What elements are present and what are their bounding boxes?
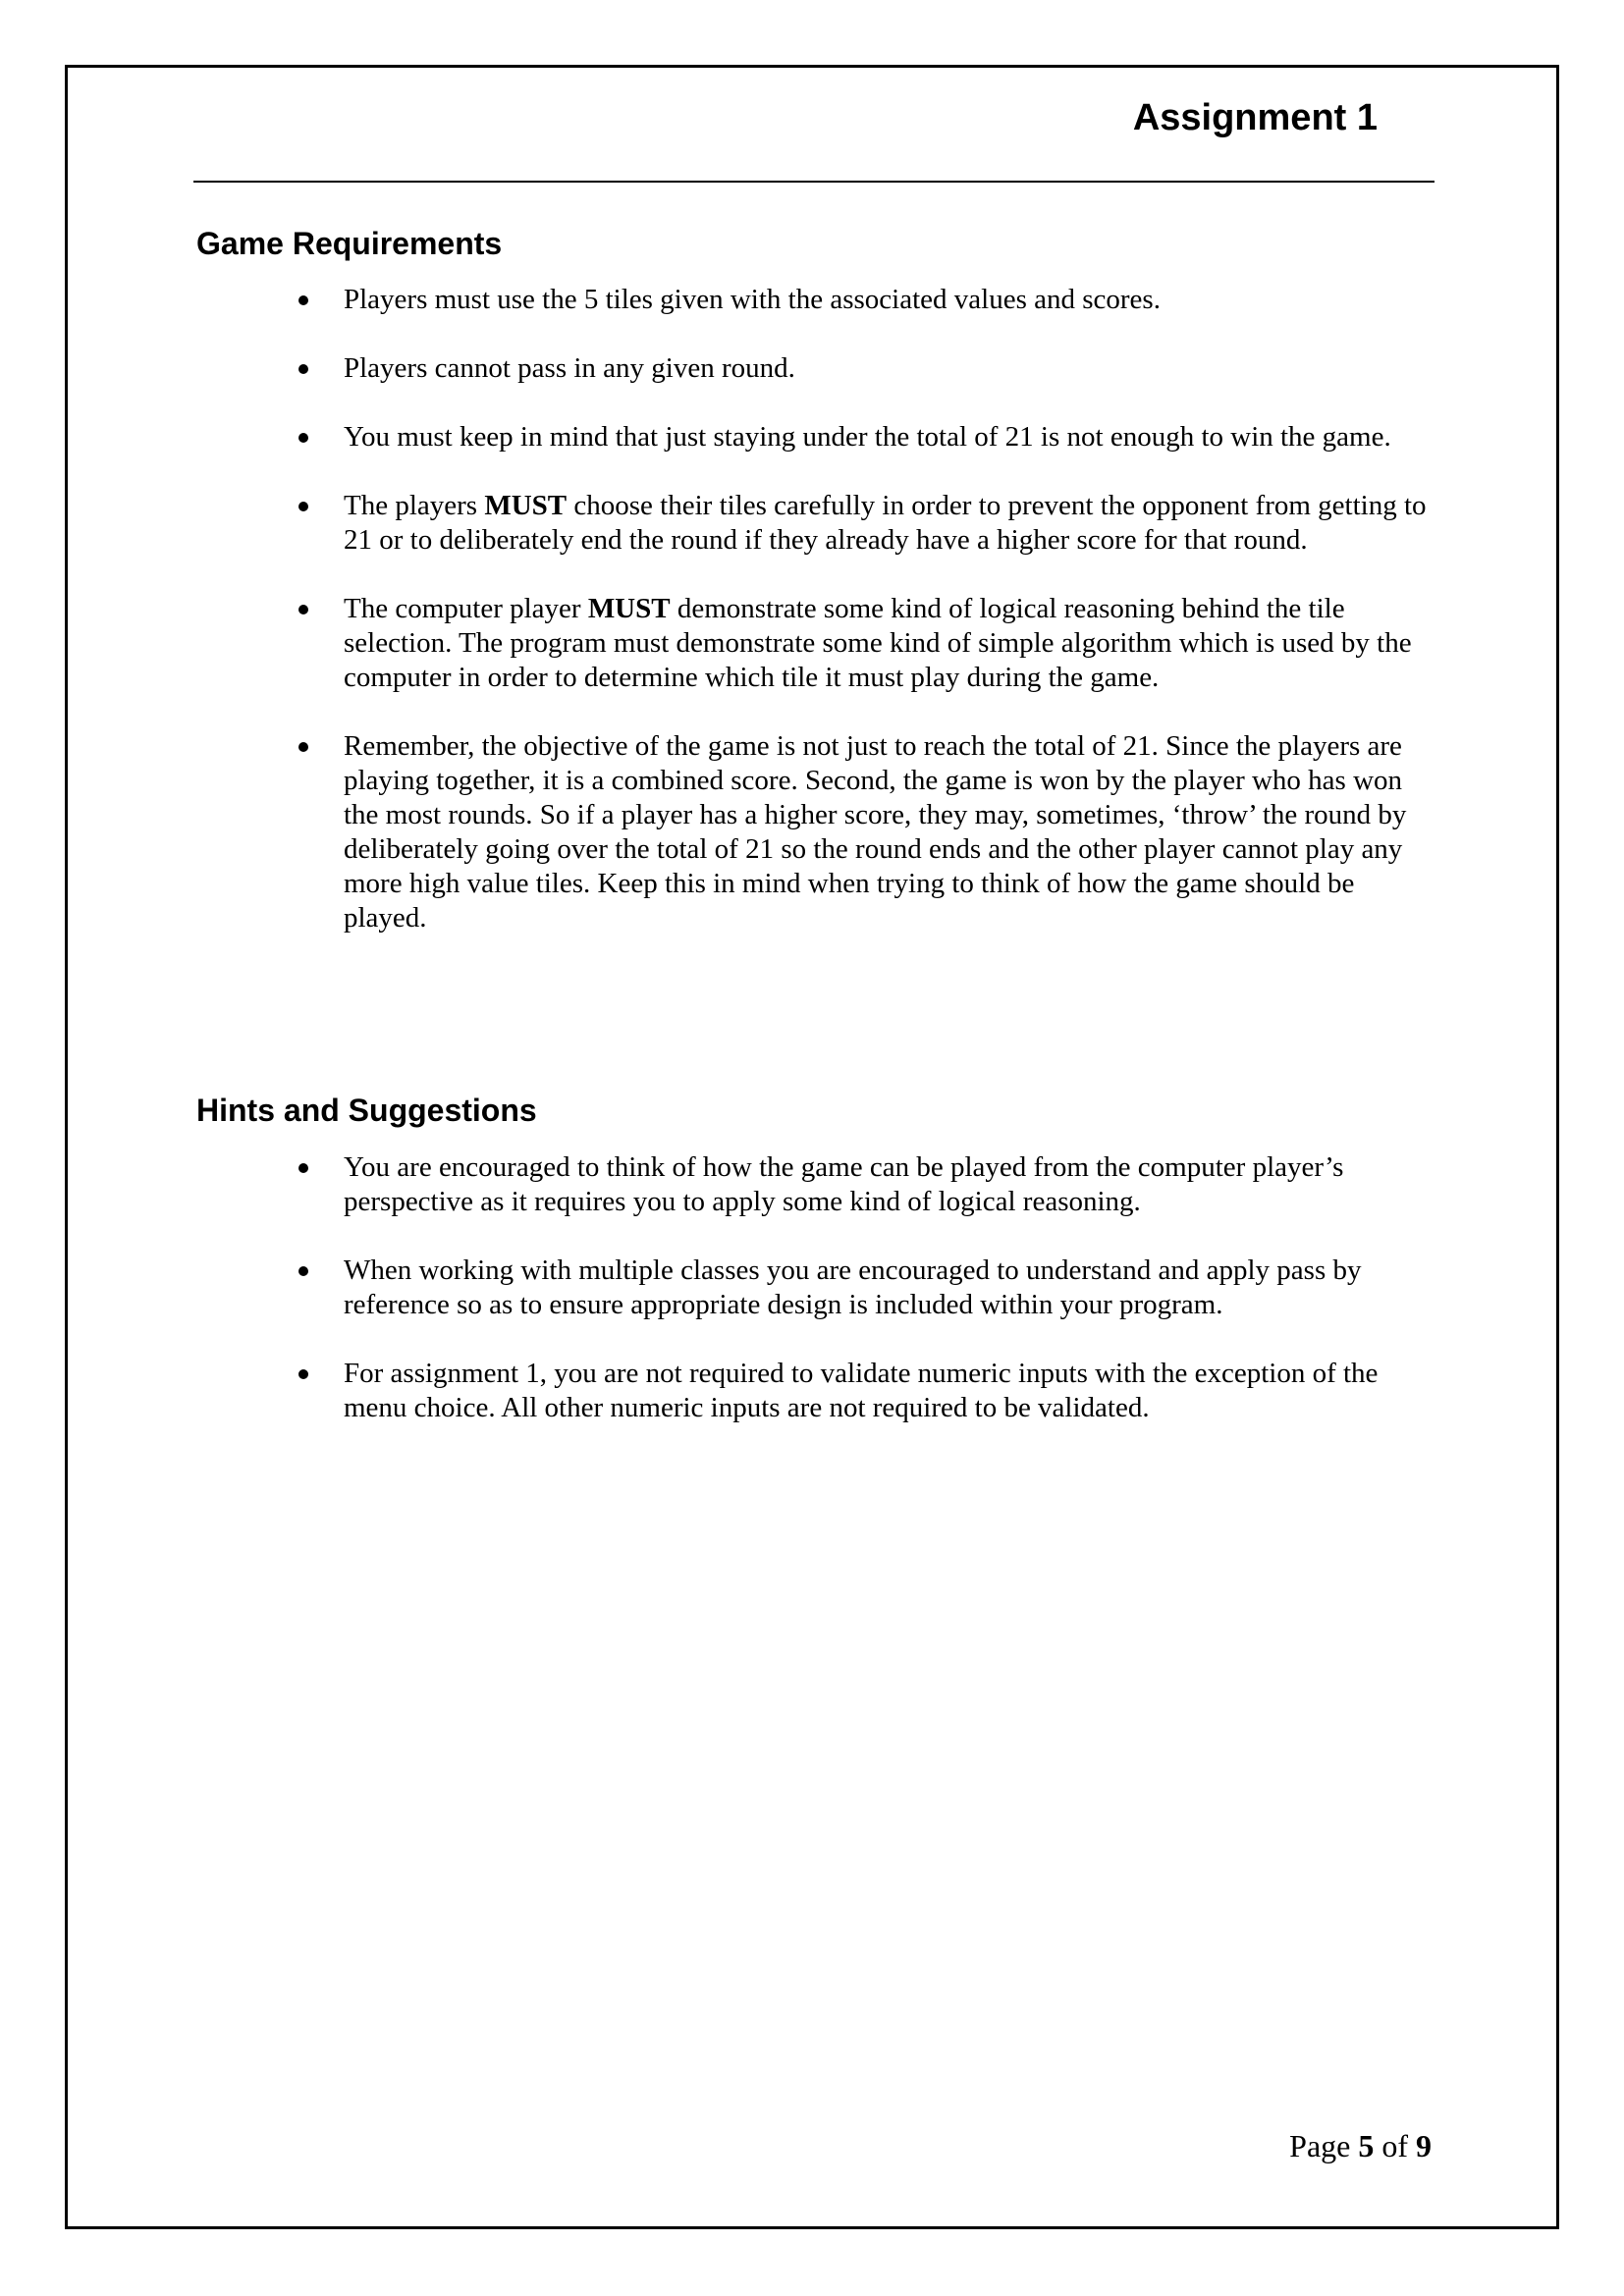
list-item-text: Players cannot pass in any given round. <box>344 352 795 384</box>
page-current: 5 <box>1358 2128 1375 2163</box>
page-label: Page <box>1289 2128 1351 2163</box>
bullet-icon <box>298 502 308 511</box>
bullet-icon <box>298 433 308 443</box>
list-item-text: The players <box>344 490 485 521</box>
page-total: 9 <box>1416 2128 1432 2163</box>
document-title: Assignment 1 <box>1132 97 1378 138</box>
bullet-icon <box>298 742 308 752</box>
list-item-text: choose their tiles carefully in order to prevent the opponent from getting to 21 or to deliberately end the round if they already have a higher score for that round. <box>344 490 1427 556</box>
game-requirements-list <box>196 283 1443 935</box>
list-item <box>196 420 1443 454</box>
list-item <box>196 1150 1443 1219</box>
bullet-icon <box>298 295 308 305</box>
list-item-text: When working with multiple classes you are encouraged to understand and apply pass by reference so as to ensure appropriate design is included within your program. <box>344 1255 1362 1320</box>
list-item-text: The computer player <box>344 593 588 624</box>
list-item <box>196 351 1443 386</box>
of-label: of <box>1381 2128 1408 2163</box>
list-item <box>196 1254 1443 1322</box>
bullet-icon <box>298 1266 308 1276</box>
list-item <box>196 283 1443 317</box>
bullet-icon <box>298 605 308 614</box>
list-item-text: Players must use the 5 tiles given with the associated values and scores. <box>344 284 1161 315</box>
list-item <box>196 729 1443 935</box>
list-item <box>196 592 1443 695</box>
list-item-text: demonstrate some kind of logical reasoning behind the tile selection. The program must demonstrate some kind of simple algorithm which is used by the computer in order to determine which tile it must play during the game. <box>344 593 1412 693</box>
page-number <box>1289 2126 1432 2165</box>
section-heading-hints-and-suggestions: Hints and Suggestions <box>196 1093 537 1128</box>
list-item <box>196 1357 1443 1425</box>
list-item-text: You are encouraged to think of how the game can be played from the computer player’s perspective as it requires you to apply some kind of logical reasoning. <box>344 1151 1344 1217</box>
list-item-emphasis: MUST <box>484 490 568 521</box>
bullet-icon <box>298 1369 308 1379</box>
header-divider <box>193 181 1435 183</box>
list-item <box>196 489 1443 558</box>
list-item-text: Remember, the objective of the game is not just to reach the total of 21. Since the players are playing together, it is a combined score. Second, the game is won by the player who has won the most rounds. So if a player has a higher score, they may, sometimes, ‘throw’ the round by deliberately going over the total of 21 so the round ends and the other player cannot play any more high value tiles. Keep this in mind when trying to think of how the game should be played. <box>344 730 1407 934</box>
hints-and-suggestions-list <box>196 1150 1443 1425</box>
list-item-text: You must keep in mind that just staying under the total of 21 is not enough to win the game. <box>344 421 1391 453</box>
list-item-emphasis: MUST <box>587 593 671 624</box>
section-heading-game-requirements: Game Requirements <box>196 226 503 261</box>
bullet-icon <box>298 364 308 374</box>
bullet-icon <box>298 1163 308 1173</box>
list-item-text: For assignment 1, you are not required to validate numeric inputs with the exception of the menu choice. All other numeric inputs are not required to be validated. <box>344 1358 1379 1423</box>
